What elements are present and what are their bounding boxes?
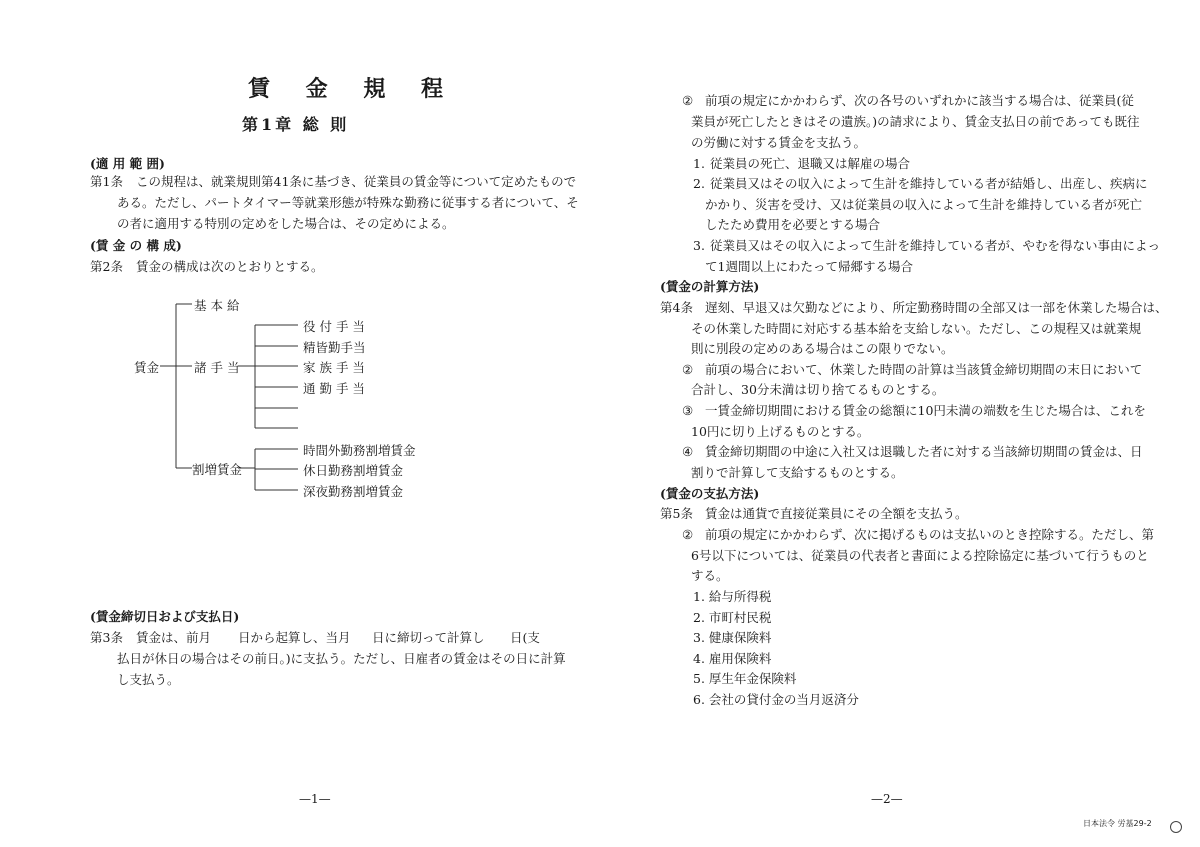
tree-root-wage: 賃金 <box>134 360 160 375</box>
tree-premium-wages: 割増賃金 <box>192 462 243 477</box>
paragraph-number: ② <box>682 362 694 377</box>
paragraph-line: する。 <box>691 568 729 583</box>
article-4-line: その休業した時間に対応する基本給を支給しない。ただし、この規程又は就業規 <box>691 321 1142 336</box>
paragraph-number: ② <box>682 527 694 542</box>
page-number: —2— <box>871 792 903 806</box>
article-1-number: 第1条 <box>90 174 123 189</box>
paragraph-line: 前項の規定にかかわらず、次の各号のいずれかに該当する場合は、従業員(従 <box>705 93 1134 108</box>
publisher-footer: 日本法令 労基29-2 <box>1083 819 1152 828</box>
tree-allowance-item: 精皆勤手当 <box>303 340 366 355</box>
circle-mark-icon <box>1170 818 1182 837</box>
document-title: 賃 金 規 程 <box>248 76 457 102</box>
tree-allowances: 諸 手 当 <box>194 360 240 375</box>
deduction-item: 3. 健康保険料 <box>693 630 772 645</box>
tree-premium-item: 深夜勤務割増賃金 <box>303 484 404 499</box>
list-item-number: 3. <box>693 238 705 253</box>
list-item-text: 従業員又はその収入によって生計を維持している者が、やむを得ない事由によっ <box>710 238 1161 253</box>
paragraph-line: 一賃金締切期間における賃金の総額に10円未満の端数を生じた場合は、これを <box>705 403 1146 418</box>
paragraph-line: 6号以下については、従業員の代表者と書面による控除協定に基づいて行うものと <box>691 548 1149 563</box>
page-2 <box>600 0 1200 847</box>
paragraph-number: ③ <box>682 403 694 418</box>
list-item-text: て1週間以上にわたって帰郷する場合 <box>705 259 913 274</box>
article-4-number: 第4条 <box>660 300 693 315</box>
deduction-item: 1. 給与所得税 <box>693 589 772 604</box>
paragraph-line: 10円に切り上げるものとする。 <box>691 424 870 439</box>
tree-premium-item: 時間外勤務割増賃金 <box>303 443 416 458</box>
section-heading-calculation: (賃金の計算方法) <box>660 279 760 294</box>
section-heading-payment: (賃金の支払方法) <box>660 486 760 501</box>
tree-base-salary: 基 本 給 <box>194 298 240 313</box>
tree-allowance-item: 通 勤 手 当 <box>303 381 365 396</box>
page-number: —1— <box>299 792 331 806</box>
article-4-line: 則に別段の定めのある場合はこの限りでない。 <box>691 341 954 356</box>
tree-allowance-item: 家 族 手 当 <box>303 360 365 375</box>
list-item-text: 従業員の死亡、退職又は解雇の場合 <box>710 156 911 171</box>
article-5-text: 賃金は通貨で直接従業員にその全額を支払う。 <box>705 506 968 521</box>
section-heading-scope: (適 用 範 囲) <box>90 156 165 171</box>
paragraph-number: ④ <box>682 444 694 459</box>
deduction-item: 5. 厚生年金保険料 <box>693 671 797 686</box>
list-item-text: 従業員又はその収入によって生計を維持している者が結婚し、出産し、疾病に <box>710 176 1148 191</box>
list-item-number: 2. <box>693 176 705 191</box>
section-heading-composition: (賃 金 の 構 成) <box>90 238 182 253</box>
article-2-text: 賃金の構成は次のとおりとする。 <box>136 259 324 274</box>
list-item-text: したため費用を必要とする場合 <box>705 217 881 232</box>
article-3-line-2: 払日が休日の場合はその前日。)に支払う。ただし、日雇者の賃金はその日に計算 <box>117 651 566 666</box>
paragraph-line: 賃金締切期間の中途に入社又は退職した者に対する当該締切期間の賃金は、日 <box>705 444 1143 459</box>
list-item-number: 1. <box>693 156 705 171</box>
tree-allowance-item: 役 付 手 当 <box>303 319 365 334</box>
article-3-seg-2: 日から起算し、当月 <box>238 630 351 645</box>
article-2-number: 第2条 <box>90 259 123 274</box>
article-3-line-3: し支払う。 <box>117 672 180 687</box>
chapter-heading: 第1章 総 則 <box>242 115 350 134</box>
section-heading-cutoff: (賃金締切日および支払日) <box>90 609 240 624</box>
paragraph-line: 前項の場合において、休業した時間の計算は当該賃金締切期間の末日において <box>705 362 1143 377</box>
article-1-line-1: この規程は、就業規則第41条に基づき、従業員の賃金等について定めたもので <box>136 174 577 189</box>
article-3-seg-3: 日に締切って計算し <box>372 630 485 645</box>
paragraph-line: の労働に対する賃金を支払う。 <box>691 135 867 150</box>
paragraph-line: 割りで計算して支給するものとする。 <box>691 465 904 480</box>
deduction-item: 4. 雇用保険料 <box>693 651 772 666</box>
paragraph-number: ② <box>682 93 694 108</box>
deduction-item: 2. 市町村民税 <box>693 610 772 625</box>
article-5-number: 第5条 <box>660 506 693 521</box>
article-1-line-3: の者に適用する特別の定めをした場合は、その定めによる。 <box>117 216 455 231</box>
paragraph-line: 合計し、30分未満は切り捨てるものとする。 <box>691 382 945 397</box>
article-3-number: 第3条 <box>90 630 123 645</box>
article-4-line: 遅刻、早退又は欠勤などにより、所定勤務時間の全部又は一部を休業した場合は、 <box>705 300 1168 315</box>
article-3-seg-1: 賃金は、前月 <box>136 630 212 645</box>
article-3-seg-4: 日(支 <box>510 630 540 645</box>
list-item-text: かかり、災害を受け、又は従業員の収入によって生計を維持している者が死亡 <box>705 197 1143 212</box>
article-1-line-2: ある。ただし、パートタイマー等就業形態が特殊な勤務に従事する者について、そ <box>117 195 579 210</box>
paragraph-line: 前項の規定にかかわらず、次に掲げるものは支払いのとき控除する。ただし、第 <box>705 527 1155 542</box>
deduction-item: 6. 会社の貸付金の当月返済分 <box>693 692 859 707</box>
paragraph-line: 業員が死亡したときはその遺族。)の請求により、賃金支払日の前であっても既往 <box>691 114 1140 129</box>
tree-premium-item: 休日勤務割増賃金 <box>303 463 404 478</box>
